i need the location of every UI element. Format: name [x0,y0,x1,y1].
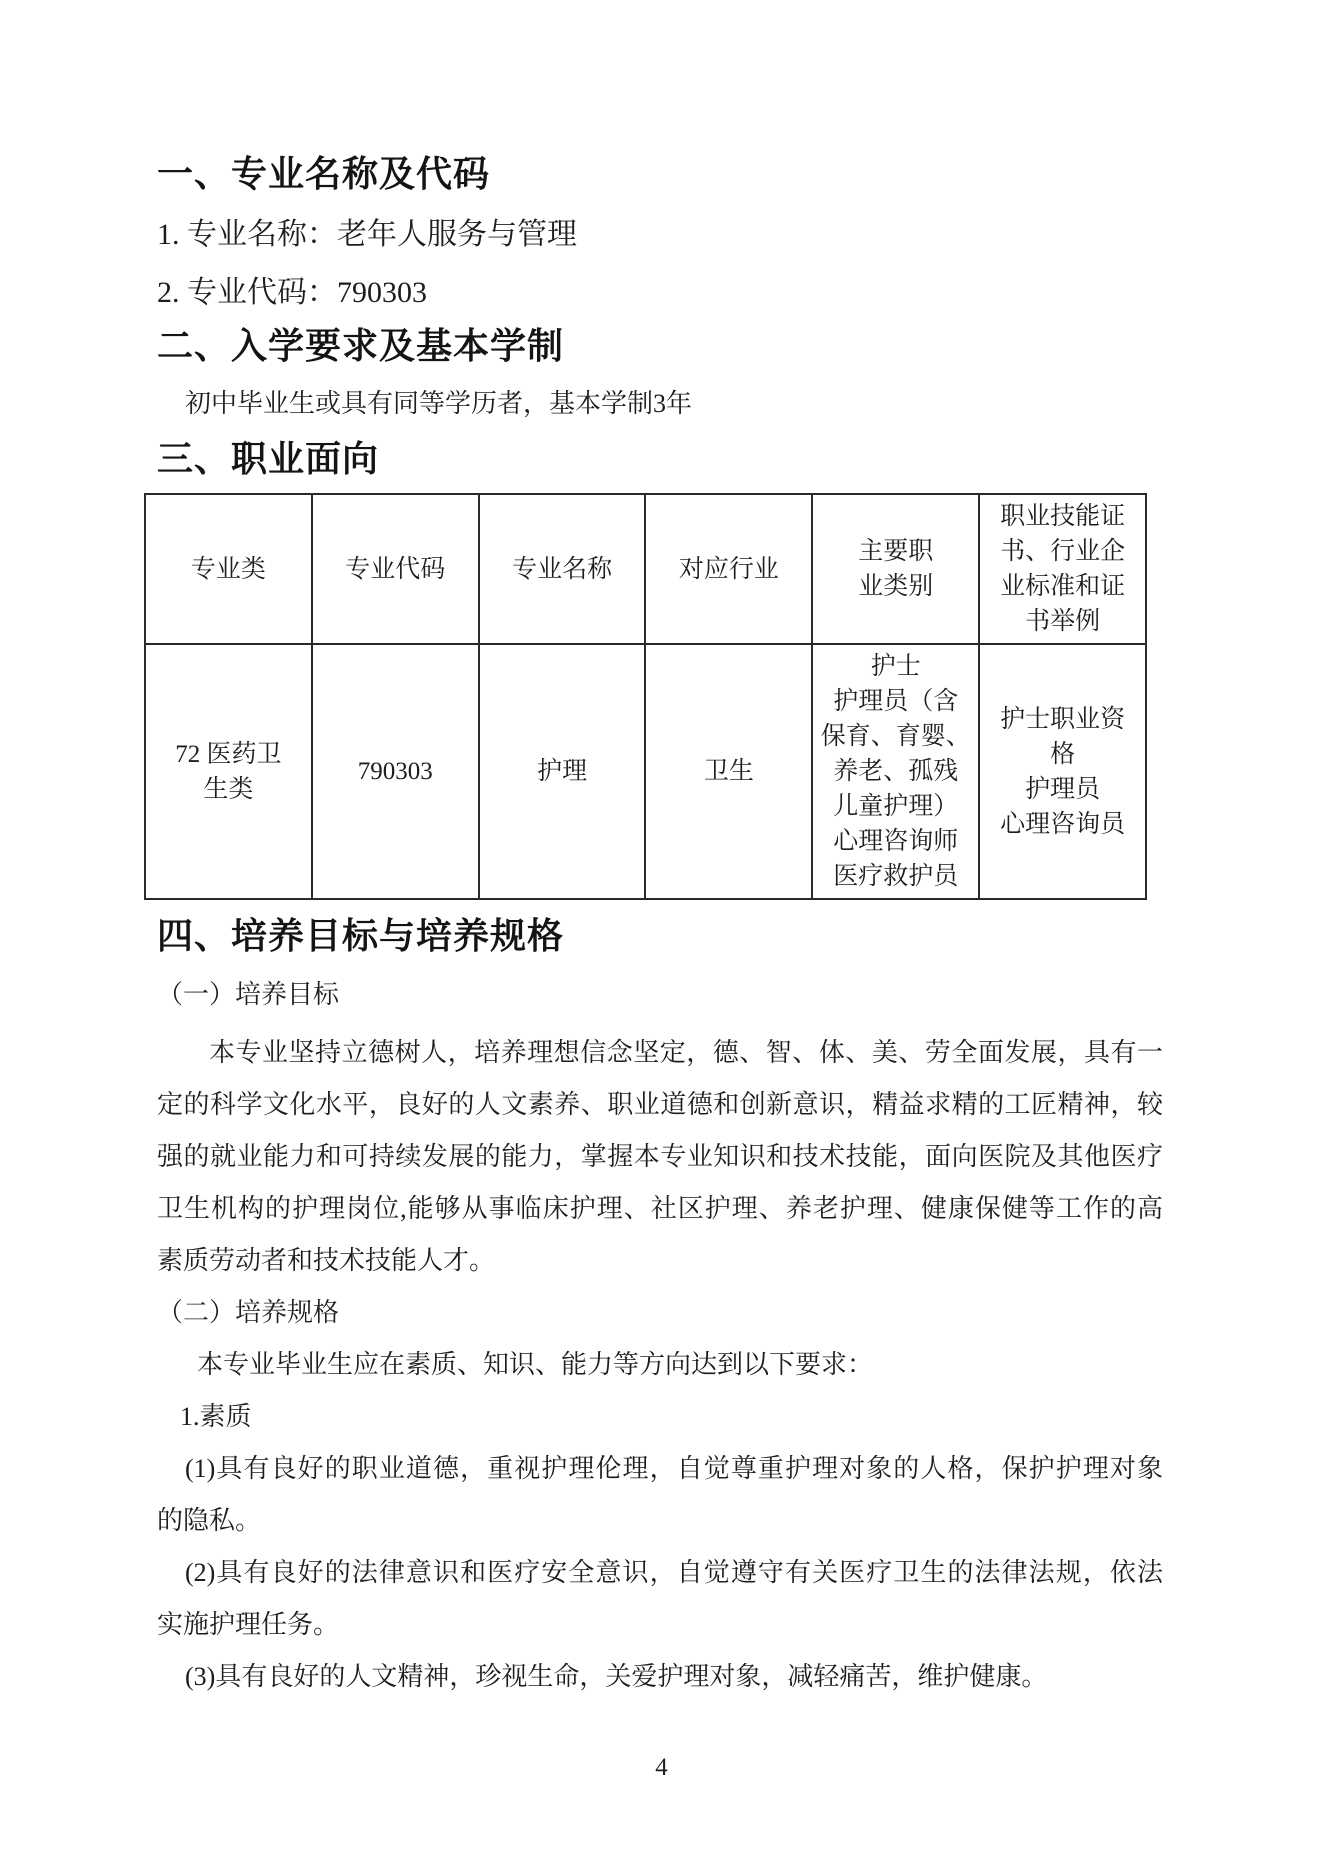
header-major-class: 专业类 [145,494,312,644]
cell-major-class: 72 医药卫 生类 [145,644,312,899]
subsection-training-spec: （二）培养规格 [157,1298,340,1327]
paragraph-line: 本专业坚持立德树人，培养理想信念坚定，德、智、体、美、劳全面发展，具有一 [209,1038,1163,1067]
paragraph-line: 定的科学文化水平，良好的人文素养、职业道德和创新意识，精益求精的工匠精神，较 [157,1090,1163,1119]
cell-major-code: 790303 [312,644,479,899]
quality-label-line: 1.素质 [180,1402,252,1431]
header-major-code: 专业代码 [312,494,479,644]
career-table-header-row [145,494,1146,644]
training-text-block [157,1027,1163,1703]
career-table-data-row [145,644,1146,899]
career-orientation-table [144,493,1147,900]
section-heading-career-orientation: 三、职业面向 [157,438,380,479]
header-certificates: 职业技能证 书、行业企 业标准和证 书举例 [979,494,1146,644]
requirement-line: (2)具有良好的法律意识和医疗安全意识，自觉遵守有关医疗卫生的法律法规，依法 [185,1558,1163,1587]
section-heading-training-goal: 四、培养目标与培养规格 [157,915,565,956]
header-industry: 对应行业 [645,494,812,644]
header-major-name: 专业名称 [479,494,646,644]
subsection-training-objective: （一）培养目标 [157,980,340,1009]
requirement-line: (1)具有良好的职业道德，重视护理伦理，自觉尊重护理对象的人格，保护护理对象 [185,1454,1163,1483]
section-heading-major-name-code: 一、专业名称及代码 [157,153,491,194]
requirements-intro-line: 本专业毕业生应在素质、知识、能力等方向达到以下要求： [197,1350,874,1379]
paragraph-line: 素质劳动者和技术技能人才。 [157,1246,496,1275]
requirement-line: 的隐私。 [157,1506,262,1535]
header-job-category: 主要职 业类别 [812,494,979,644]
cell-major-name: 护理 [479,644,646,899]
paragraph-line: 强的就业能力和可持续发展的能力，掌握本专业知识和技术技能，面向医院及其他医疗 [157,1142,1163,1171]
cell-certificates: 护士职业资 格 护理员 心理咨询员 [979,644,1146,899]
paragraph-line: 卫生机构的护理岗位,能够从事临床护理、社区护理、养老护理、健康保健等工作的高 [157,1194,1163,1223]
major-name-line: 1. 专业名称：老年人服务与管理 [157,218,577,251]
requirement-line: 实施护理任务。 [157,1610,340,1639]
admission-requirement-text: 初中毕业生或具有同等学历者，基本学制3年 [185,389,693,418]
cell-industry: 卫生 [645,644,812,899]
requirement-line: (3)具有良好的人文精神，珍视生命，关爱护理对象，减轻痛苦，维护健康。 [185,1662,1048,1691]
page-number: 4 [655,1754,668,1781]
cell-job-category: 护士 护理员（含 保育、育婴、 养老、孤残 儿童护理） 心理咨询师 医疗救护员 [812,644,979,899]
major-code-line: 2. 专业代码：790303 [157,276,427,309]
section-heading-admission: 二、入学要求及基本学制 [157,325,565,366]
